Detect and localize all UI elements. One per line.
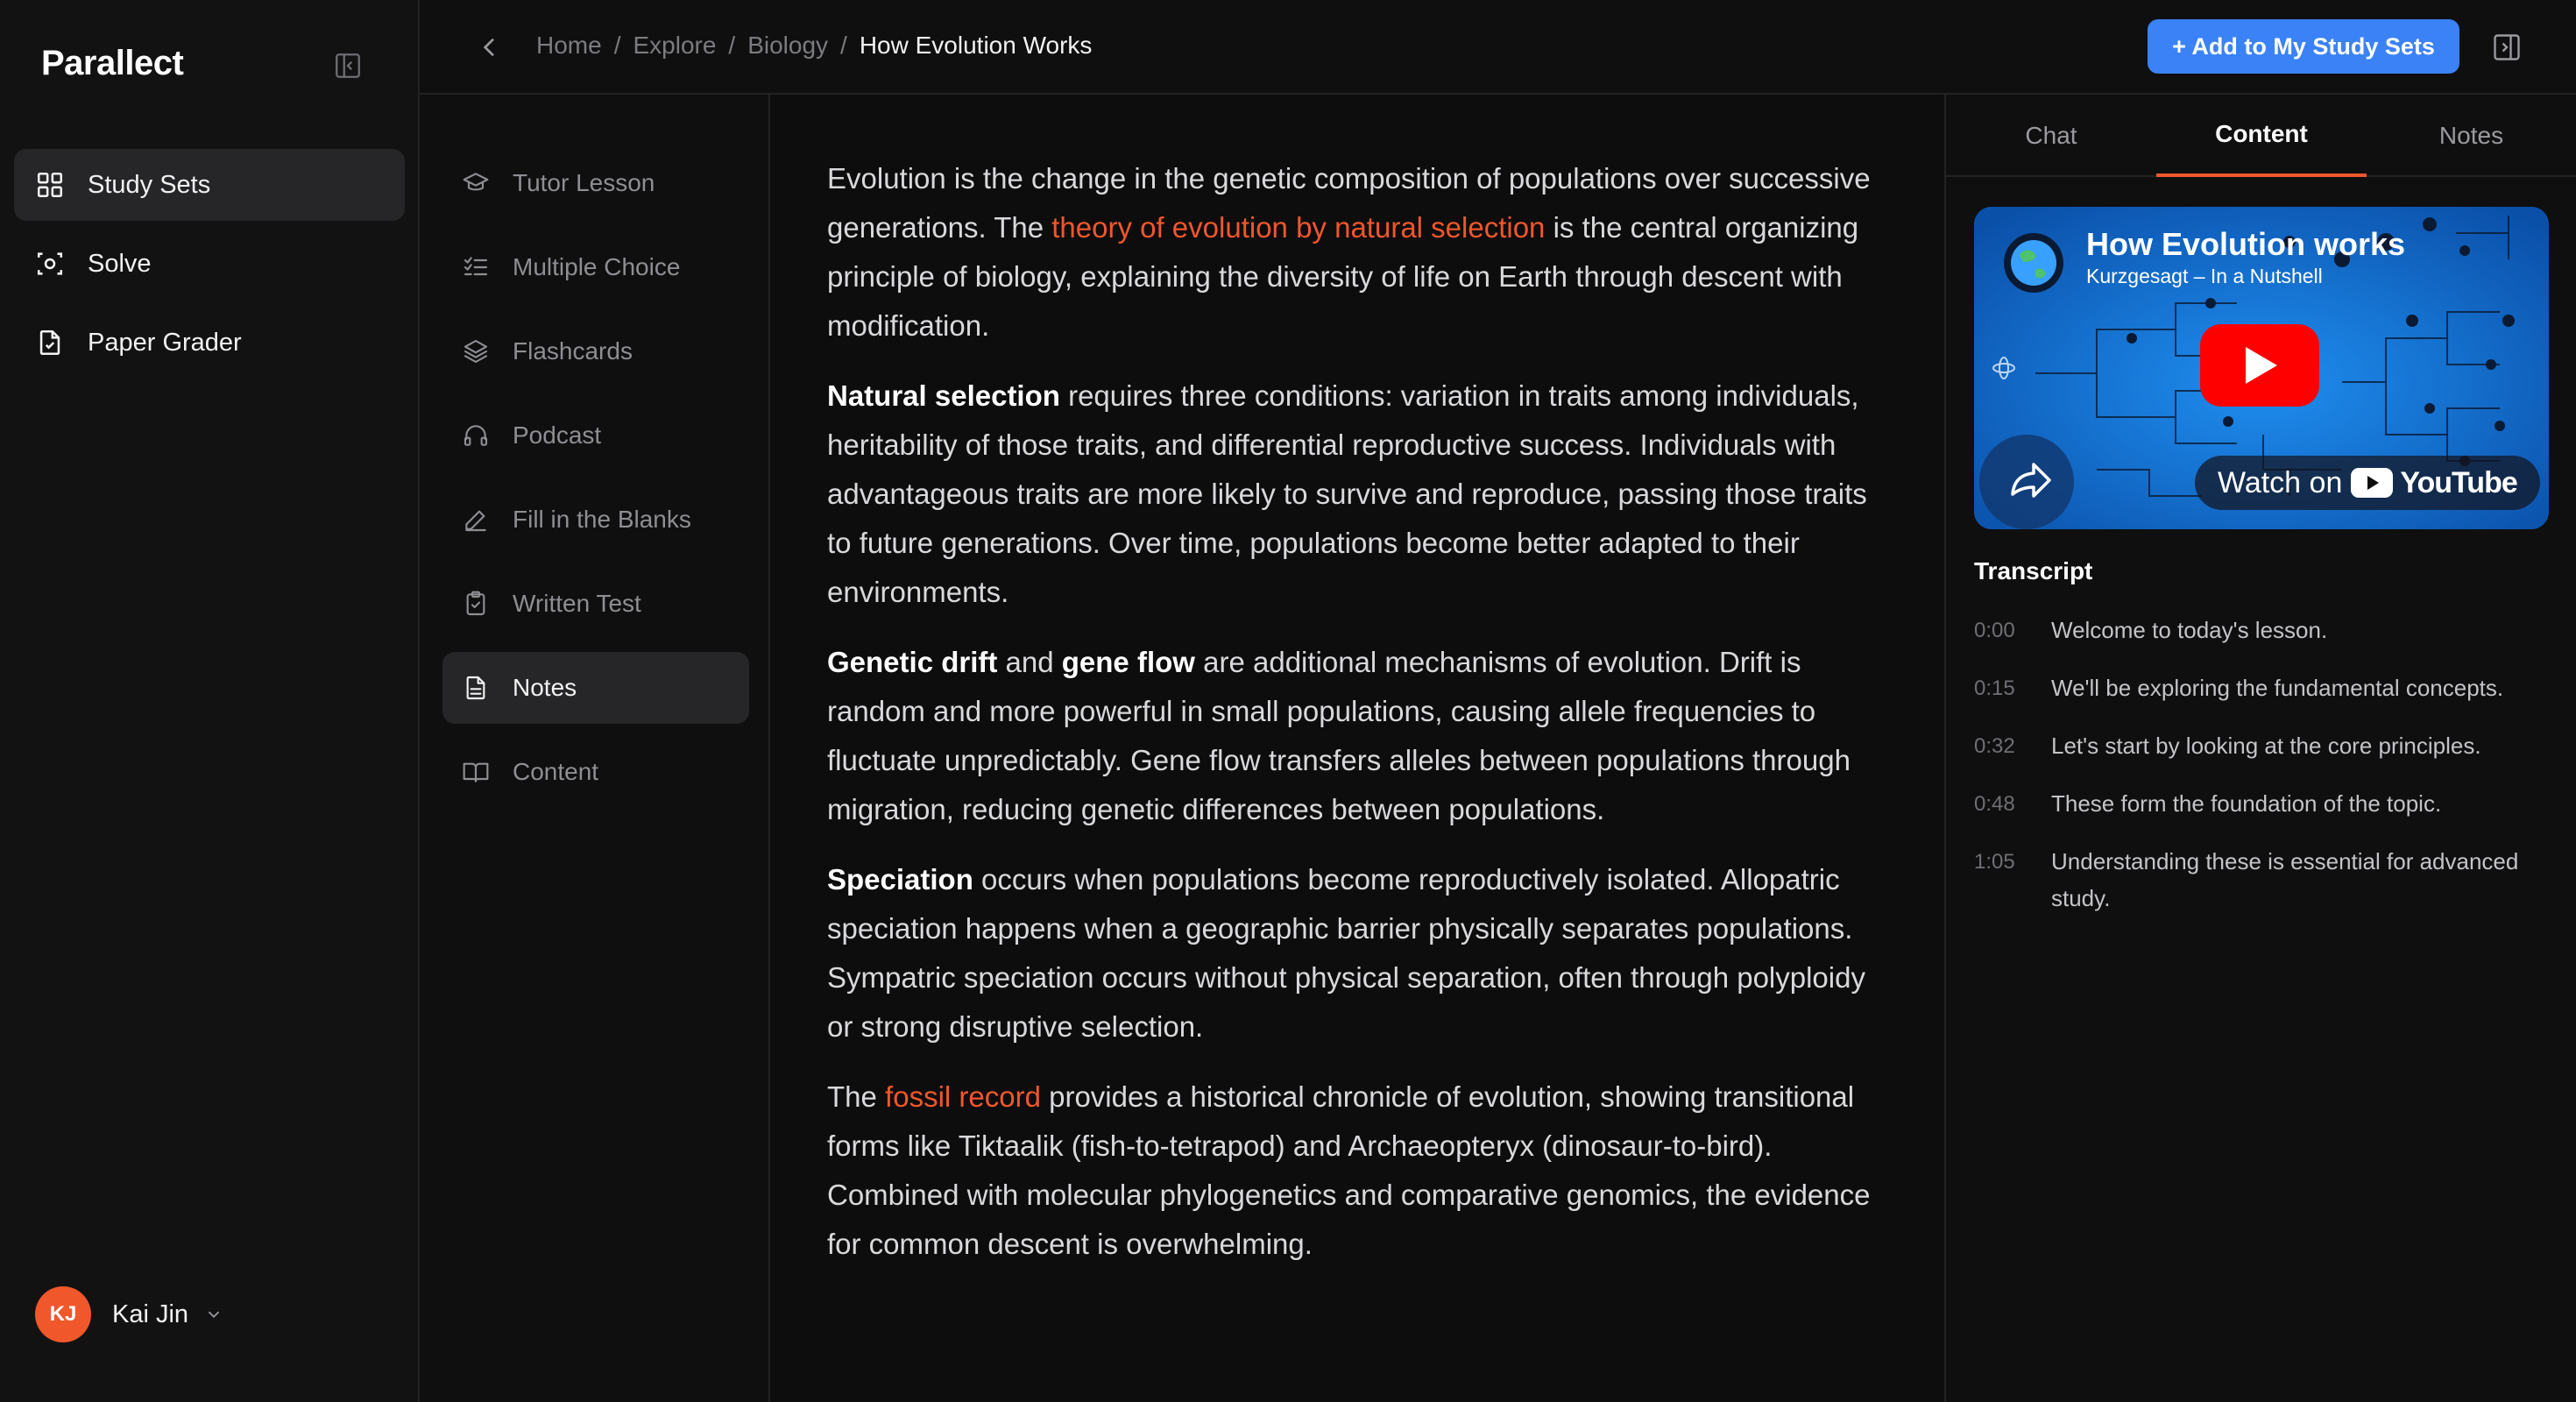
term-natural-selection: Natural selection — [827, 379, 1060, 412]
transcript-time: 0:00 — [1974, 619, 2015, 642]
breadcrumb-separator: / — [613, 32, 621, 59]
headphones-icon — [462, 421, 490, 450]
video-embed[interactable] — [1974, 207, 2549, 529]
collapse-sidebar-icon[interactable] — [333, 51, 363, 81]
breadcrumb-home[interactable]: Home — [536, 32, 602, 59]
text: requires three conditions: variation in traits among individuals, heritability of those traits, and differential reproductive success. Individuals with advantageous traits are more likely to survive and reproduce, passing those traits to future generations. Over time, populations become better adapted to their environments. — [827, 379, 1867, 608]
document-icon — [462, 674, 490, 702]
text: Evolution is the change in the genetic composition of populations over successive generations. The — [827, 162, 1871, 244]
clipboard-icon — [462, 590, 490, 618]
sidebar-item-paper-grader[interactable] — [14, 307, 405, 379]
video-channel: Kurzgesagt – In a Nutshell — [2086, 265, 2323, 287]
term-speciation: Speciation — [827, 863, 973, 896]
user-menu[interactable] — [35, 1286, 223, 1342]
subnav-written-test[interactable] — [442, 568, 749, 640]
transcript-time: 0:48 — [1974, 792, 2015, 816]
breadcrumb-separator: / — [840, 32, 847, 59]
paragraph-evolution — [827, 154, 1896, 350]
sidebar-item-label: Solve — [88, 249, 152, 278]
breadcrumb-explore[interactable]: Explore — [633, 32, 717, 59]
study-mode-nav — [420, 95, 770, 1402]
subnav-item-label: Written Test — [513, 590, 641, 617]
pencil-icon — [462, 506, 490, 534]
sidebar-item-label: Study Sets — [88, 170, 211, 199]
subnav-fill-in-the-blanks[interactable] — [442, 484, 749, 556]
transcript-time: 1:05 — [1974, 850, 2015, 874]
scan-icon — [35, 249, 65, 279]
breadcrumb-current: How Evolution Works — [859, 32, 1093, 59]
youtube-logo-icon — [2351, 468, 2393, 498]
breadcrumb-separator: / — [728, 32, 736, 59]
book-icon — [462, 758, 490, 786]
notes-article — [827, 154, 1896, 1290]
subnav-item-label: Flashcards — [513, 337, 633, 365]
transcript-row[interactable] — [1974, 617, 2552, 648]
transcript-text: Welcome to today's lesson. — [2051, 617, 2328, 643]
tab-chat[interactable]: Chat — [2025, 122, 2077, 149]
highlight-link-fossil-record[interactable]: fossil record — [885, 1080, 1041, 1113]
brand-logo[interactable]: Parallect — [41, 44, 184, 82]
watch-on-label: Watch on — [2218, 465, 2343, 499]
subnav-multiple-choice[interactable] — [442, 231, 749, 303]
transcript-text: Let's start by looking at the core principles. — [2051, 733, 2481, 759]
tab-content[interactable]: Content — [2156, 95, 2367, 177]
breadcrumb-biology[interactable]: Biology — [747, 32, 829, 59]
term-genetic-drift: Genetic drift — [827, 646, 998, 678]
transcript-row[interactable] — [1974, 733, 2552, 764]
subnav-notes[interactable] — [442, 652, 749, 724]
checklist-icon — [462, 253, 490, 281]
subnav-item-label: Podcast — [513, 421, 602, 449]
sidebar — [0, 0, 420, 1402]
transcript-row[interactable] — [1974, 790, 2552, 822]
transcript-time: 0:15 — [1974, 676, 2015, 700]
highlight-link-natural-selection[interactable]: theory of evolution by natural selection — [1051, 211, 1546, 244]
right-panel — [1946, 95, 2576, 1402]
text: are additional mechanisms of evolution. Drift is random and more powerful in small populations, causing allele frequencies to fluctuate unpredictably. Gene flow transfers alleles between populations through migration, reducing genetic differences between populations. — [827, 646, 1851, 825]
transcript-text: These form the foundation of the topic. — [2051, 790, 2442, 817]
subnav-content[interactable] — [442, 736, 749, 808]
paragraph-drift-flow — [827, 638, 1896, 834]
top-bar — [420, 0, 2576, 95]
video-title: How Evolution works — [2086, 226, 2406, 262]
chevron-down-icon — [204, 1305, 223, 1324]
user-name: Kai Jin — [112, 1299, 189, 1328]
subnav-flashcards[interactable] — [442, 315, 749, 387]
watch-on-youtube-button[interactable] — [2195, 456, 2540, 510]
graduation-cap-icon — [462, 169, 490, 197]
tab-notes[interactable]: Notes — [2438, 122, 2504, 149]
toggle-panel-icon[interactable] — [2491, 32, 2523, 63]
add-to-study-sets-button[interactable]: + Add to My Study Sets — [2148, 19, 2459, 74]
subnav-item-label: Content — [513, 758, 599, 785]
subnav-item-label: Multiple Choice — [513, 253, 681, 280]
text: and — [997, 646, 1062, 678]
sidebar-item-solve[interactable] — [14, 228, 405, 300]
transcript-text: Understanding these is essential for advanced study. — [2051, 848, 2519, 911]
subnav-item-label: Notes — [513, 674, 577, 701]
paragraph-natural-selection — [827, 372, 1896, 617]
transcript-heading: Transcript — [1974, 557, 2093, 584]
panel-tabs — [1946, 95, 2576, 177]
subnav-item-label: Fill in the Blanks — [513, 506, 691, 533]
transcript-row[interactable] — [1974, 675, 2552, 706]
paragraph-fossil-record — [827, 1073, 1896, 1269]
sidebar-item-study-sets[interactable] — [14, 149, 405, 221]
avatar: KJ — [35, 1286, 91, 1342]
subnav-tutor-lesson[interactable] — [442, 147, 749, 219]
transcript-row[interactable] — [1974, 848, 2552, 917]
transcript-time: 0:32 — [1974, 734, 2015, 758]
text: provides a historical chronicle of evolution, showing transitional forms like Tiktaalik (fish-to-tetrapod) and Archaeopteryx (dinosaur-to-bird). Combined with molecular phylogenetics and comparative genomics, the evidence for common descent is overwhelming. — [827, 1080, 1871, 1260]
main-content — [770, 95, 1946, 1402]
layers-icon — [462, 337, 490, 365]
file-check-icon — [35, 328, 65, 358]
text: occurs when populations become reproductively isolated. Allopatric speciation happens when a geographic barrier physically separates populations. Sympatric speciation occurs without physical separation, often through polyploidy or strong disruptive selection. — [827, 863, 1865, 1043]
breadcrumb — [536, 32, 1092, 60]
sidebar-item-label: Paper Grader — [88, 328, 242, 357]
paragraph-speciation — [827, 855, 1896, 1052]
subnav-item-label: Tutor Lesson — [513, 169, 655, 196]
transcript-text: We'll be exploring the fundamental concepts. — [2051, 675, 2504, 701]
grid-icon — [35, 170, 65, 200]
text: The — [827, 1080, 886, 1113]
term-gene-flow: gene flow — [1061, 646, 1195, 678]
main-nav — [14, 149, 405, 386]
youtube-wordmark: YouTube — [2400, 465, 2517, 499]
text: is the central organizing principle of biology, explaining the diversity of life on Earth through descent with modification. — [827, 211, 1859, 342]
subnav-podcast[interactable] — [442, 400, 749, 471]
back-arrow-icon[interactable] — [476, 33, 504, 61]
